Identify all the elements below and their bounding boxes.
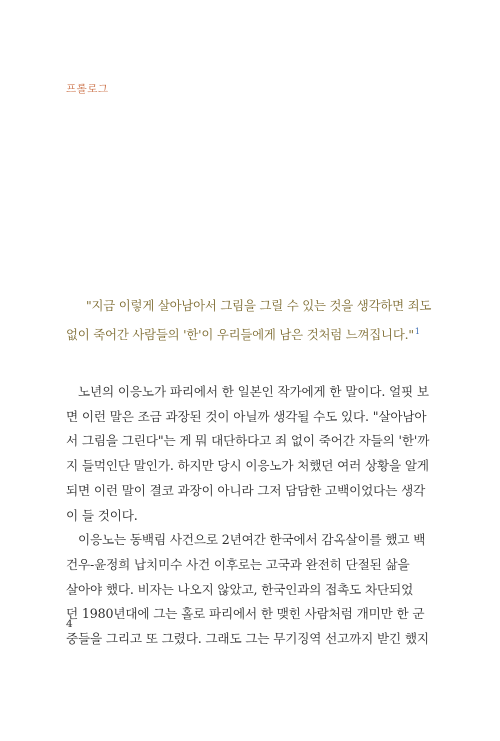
body-line: 살아야 했다. 비자는 나오지 않았고, 한국인과의 접촉도 차단되었 — [66, 581, 414, 597]
body-line: 노년의 이응노가 파리에서 한 일본인 작가에게 한 말이다. 얼핏 보 — [78, 384, 429, 399]
epigraph-quote — [66, 293, 436, 347]
body-line: 건우-윤정희 납치미수 사건 이후로는 고국과 완전히 단절된 삶을 — [66, 556, 410, 572]
epigraph-line — [66, 319, 436, 348]
epigraph-line-text: 없이 죽어간 사람들의 '한'이 우리들에게 남은 것처럼 느껴집니다." — [66, 326, 414, 342]
epigraph-line: "지금 이렇게 살아남아서 그림을 그릴 수 있는 것을 생각하면 죄도 — [86, 298, 432, 313]
body-line: 면 이런 말은 조금 과장된 것이 아닐까 생각될 수도 있다. "살아남아 — [66, 408, 427, 424]
body-line: 되면 이런 말이 결코 과장이 아니라 그저 담담한 고백이었다는 생각 — [66, 482, 426, 498]
footnote-mark[interactable]: 1 — [414, 326, 420, 336]
body-line: 던 1980년대에 그는 홀로 파리에서 한 맺힌 사람처럼 개미만 한 군 — [66, 606, 425, 622]
section-label: 프롤로그 — [66, 83, 109, 95]
body-line: 서 그림을 그린다"는 게 뭐 대단하다고 죄 없이 죽어간 자들의 '한'까 — [66, 433, 430, 449]
body-line: 지 들먹인단 말인가. 하지만 당시 이응노가 처했던 여러 상황을 알게 — [66, 458, 429, 474]
body-paragraphs — [66, 380, 436, 652]
body-line: 이 들 것이다. — [66, 507, 138, 523]
body-line: 중들을 그리고 또 그렸다. 그래도 그는 무기징역 선고까지 받긴 했지 — [66, 631, 429, 647]
body-line: 이응노는 동백림 사건으로 2년여간 한국에서 감옥살이를 했고 백 — [78, 532, 426, 548]
page-number: 4 — [66, 618, 73, 630]
